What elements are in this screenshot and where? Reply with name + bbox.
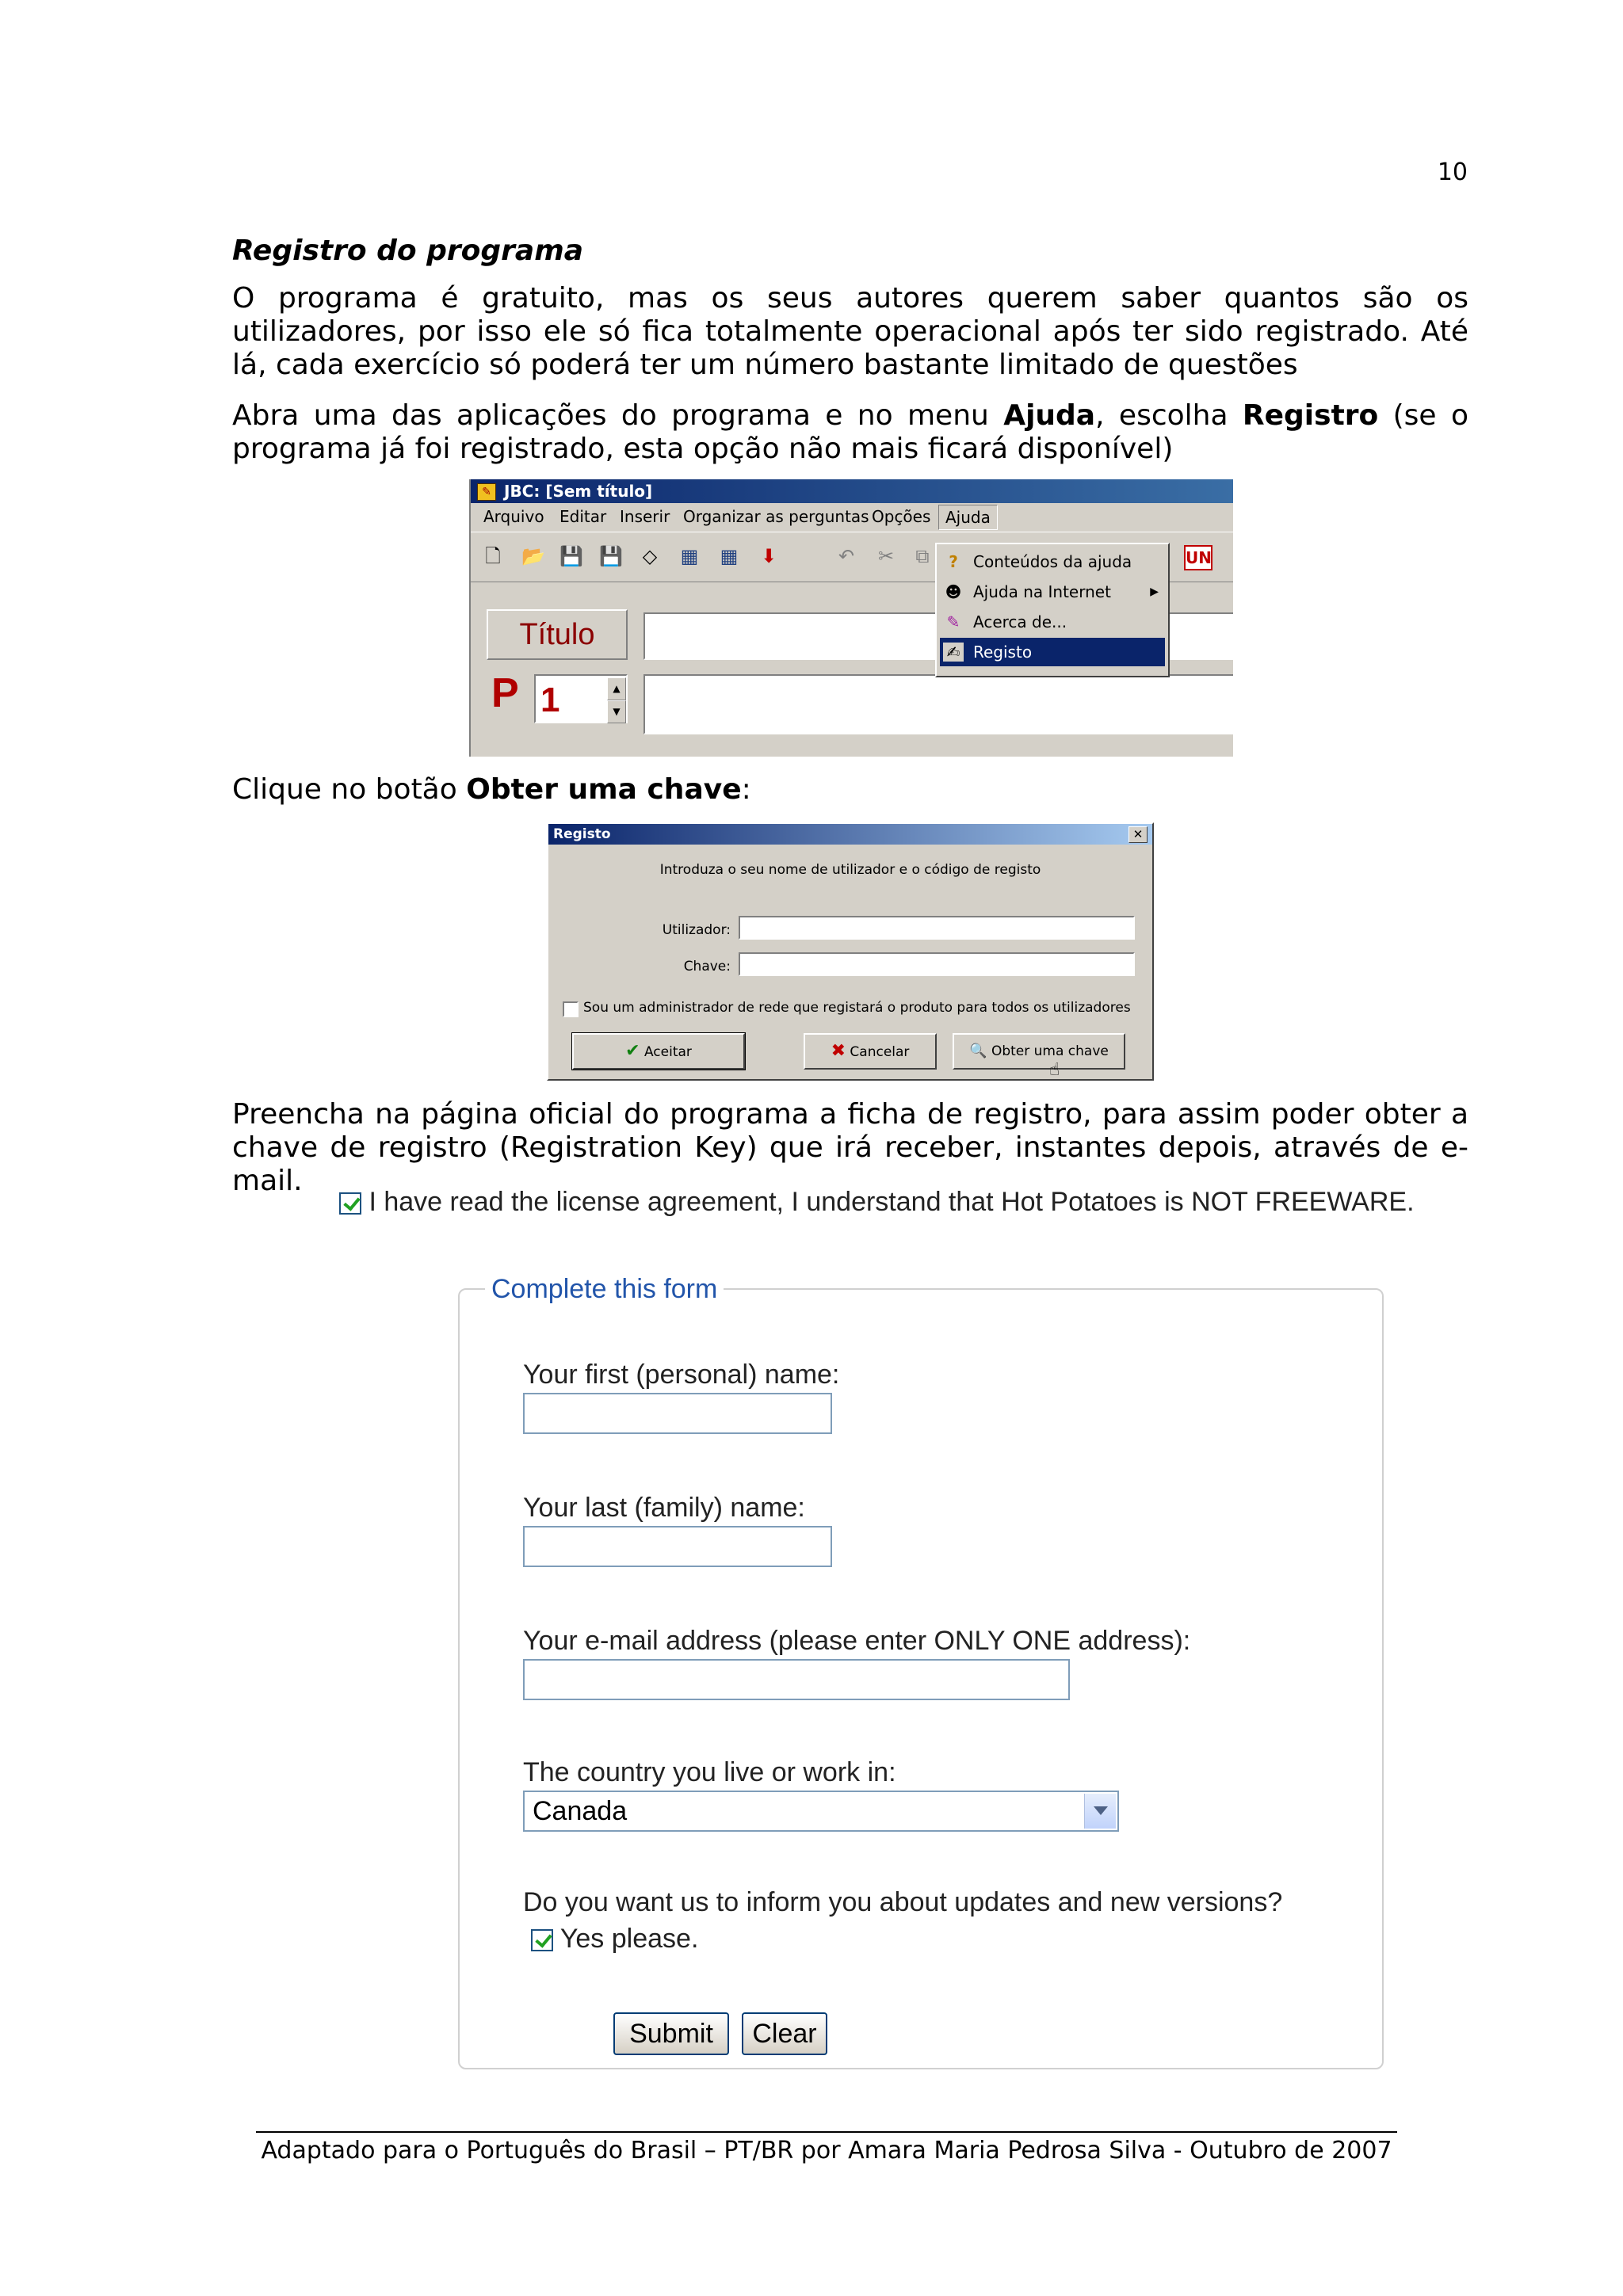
dialog-instruction: Introduza o seu nome de utilizador e o código de registo <box>659 862 1041 878</box>
un-icon[interactable]: UN <box>1184 545 1212 570</box>
x-icon: ✖ <box>831 1041 846 1061</box>
down-arrow-icon[interactable]: ⬇ <box>760 545 777 567</box>
hand-cursor-icon: ☝ <box>1049 1060 1060 1080</box>
last-name-label: Your last (family) name: <box>523 1493 805 1523</box>
menu-opcoes[interactable]: Opções <box>872 507 931 526</box>
menu-inserir[interactable]: Inserir <box>620 507 670 526</box>
menu-item-about[interactable]: ✎ Acerca de... <box>940 608 1165 636</box>
question-prefix: P <box>491 670 519 716</box>
user-label: Utilizador: <box>662 922 731 938</box>
key-icon: 🔍 <box>969 1043 987 1059</box>
paragraph-fill-form: Preencha na página oficial do programa a ficha de registro, para assim poder obter a chave de registro (Registration Key) que irá receber, instantes depois, através de e-mail. <box>232 1098 1468 1197</box>
menu-name: Ajuda <box>1003 399 1096 432</box>
option-name: Registro <box>1242 399 1379 432</box>
paragraph-instructions <box>232 399 1468 466</box>
web-export-icon[interactable]: ▦ <box>680 545 699 567</box>
menu-arquivo[interactable]: Arquivo <box>483 507 544 526</box>
menu-item-internet-help[interactable]: ☻ Ajuda na Internet ▶ <box>940 578 1165 606</box>
help-dropdown-menu <box>935 543 1170 677</box>
para3-colon: : <box>741 773 751 806</box>
open-icon[interactable]: 📂 <box>521 545 545 567</box>
chevron-down-icon[interactable] <box>1084 1794 1116 1829</box>
registo-dialog-screenshot <box>547 822 1154 1081</box>
country-label: The country you live or work in: <box>523 1757 896 1787</box>
email-input[interactable] <box>523 1659 1070 1700</box>
get-key-button[interactable] <box>953 1033 1125 1070</box>
agreement-checkbox[interactable] <box>339 1192 361 1215</box>
para2-text: Abra uma das aplicações do programa e no menu <box>232 399 1004 432</box>
cut-icon[interactable]: ✂ <box>877 545 895 567</box>
cancel-button[interactable] <box>804 1033 937 1070</box>
new-icon[interactable]: 🗋 <box>485 545 501 567</box>
web-export2-icon[interactable]: ▦ <box>720 545 739 567</box>
menu-item-registo[interactable]: ✍ Registo <box>940 638 1165 666</box>
spin-down-icon[interactable]: ▼ <box>607 700 626 723</box>
about-icon: ✎ <box>946 612 960 631</box>
user-input[interactable] <box>739 916 1135 940</box>
help-icon: ? <box>949 552 958 571</box>
admin-checkbox[interactable] <box>563 1001 579 1017</box>
page-number: 10 <box>1437 158 1468 186</box>
paragraph-click-button <box>232 773 1468 807</box>
spin-up-icon[interactable]: ▲ <box>607 677 626 700</box>
updates-question: Do you want us to inform you about updates and new versions? <box>523 1887 1283 1917</box>
admin-checkbox-label: Sou um administrador de rede que registará o produto para todos os utilizadores <box>583 1000 1131 1016</box>
key-input[interactable] <box>739 952 1135 976</box>
titulo-button[interactable]: Título <box>487 609 628 660</box>
menu-editar[interactable]: Editar <box>559 507 607 526</box>
spinner-buttons <box>607 677 626 722</box>
submenu-arrow-icon: ▶ <box>1150 585 1159 598</box>
menu-item-help-contents[interactable]: ? Conteúdos da ajuda <box>940 547 1165 576</box>
register-icon: ✍ <box>943 643 964 662</box>
menu-ajuda[interactable]: Ajuda <box>938 505 998 530</box>
section-heading: Registro do programa <box>232 235 584 267</box>
button-name: Obter uma chave <box>466 773 742 806</box>
menu-bar <box>471 505 1233 528</box>
updates-answer: Yes please. <box>559 1924 699 1954</box>
updates-option <box>531 1924 698 1955</box>
clear-button[interactable]: Clear <box>742 2012 827 2055</box>
jbc-window-screenshot <box>469 479 1233 757</box>
country-select[interactable] <box>523 1791 1119 1832</box>
para3-text: Clique no botão <box>232 773 467 806</box>
paragraph-intro: O programa é gratuito, mas os seus autores querem saber quantos são os utilizadores, por isso ele só fica totalmente operacional após ter sido registrado. Até lá, cada exercício só poderá ter um número bastante limitado de questões <box>232 282 1468 381</box>
accept-label: Aceitar <box>643 1044 692 1060</box>
undo-icon[interactable]: ↶ <box>838 545 855 567</box>
footer-text: Adaptado para o Português do Brasil – PT/BR por Amara Maria Pedrosa Silva - Outubro de 2007 <box>261 2137 1392 2164</box>
dialog-title: Registo <box>553 826 611 842</box>
eraser-icon[interactable]: ◇ <box>642 545 658 567</box>
question-input[interactable] <box>643 674 1233 734</box>
accept-button[interactable] <box>572 1033 745 1070</box>
submit-button[interactable]: Submit <box>613 2012 729 2055</box>
email-label: Your e-mail address (please enter ONLY ONE address): <box>523 1626 1191 1656</box>
cancel-label: Cancelar <box>850 1044 910 1060</box>
save-as-icon[interactable]: 💾 <box>599 545 623 567</box>
para2-after: (se o programa já foi registrado, esta opção não mais ficará disponível) <box>232 399 1468 465</box>
updates-checkbox[interactable] <box>531 1929 553 1951</box>
last-name-input[interactable] <box>523 1526 832 1567</box>
key-label: Chave: <box>683 959 731 974</box>
agreement-text: I have read the license agreement, I understand that Hot Potatoes is NOT FREEWARE. <box>369 1187 1415 1217</box>
dialog-titlebar <box>548 824 1152 845</box>
app-icon: ✎ <box>477 483 496 501</box>
country-value: Canada <box>533 1796 628 1826</box>
first-name-label: Your first (personal) name: <box>523 1360 840 1390</box>
form-legend: Complete this form <box>485 1274 724 1305</box>
license-agreement <box>339 1185 1415 1219</box>
para2-mid: , escolha <box>1095 399 1243 432</box>
get-key-label: Obter uma chave <box>991 1043 1109 1059</box>
save-icon[interactable]: 💾 <box>559 545 583 567</box>
window-titlebar <box>471 479 1233 503</box>
menu-organizar[interactable]: Organizar as perguntas <box>683 507 869 526</box>
copy-icon[interactable]: ⧉ <box>915 545 930 567</box>
check-icon: ✔ <box>625 1041 640 1061</box>
close-icon[interactable]: ✕ <box>1128 826 1148 843</box>
internet-help-icon: ☻ <box>945 582 962 601</box>
footer-divider <box>256 2131 1397 2133</box>
first-name-input[interactable] <box>523 1393 832 1434</box>
window-title: JBC: [Sem título] <box>504 482 653 501</box>
question-number-spinner[interactable]: 1 <box>534 674 628 723</box>
